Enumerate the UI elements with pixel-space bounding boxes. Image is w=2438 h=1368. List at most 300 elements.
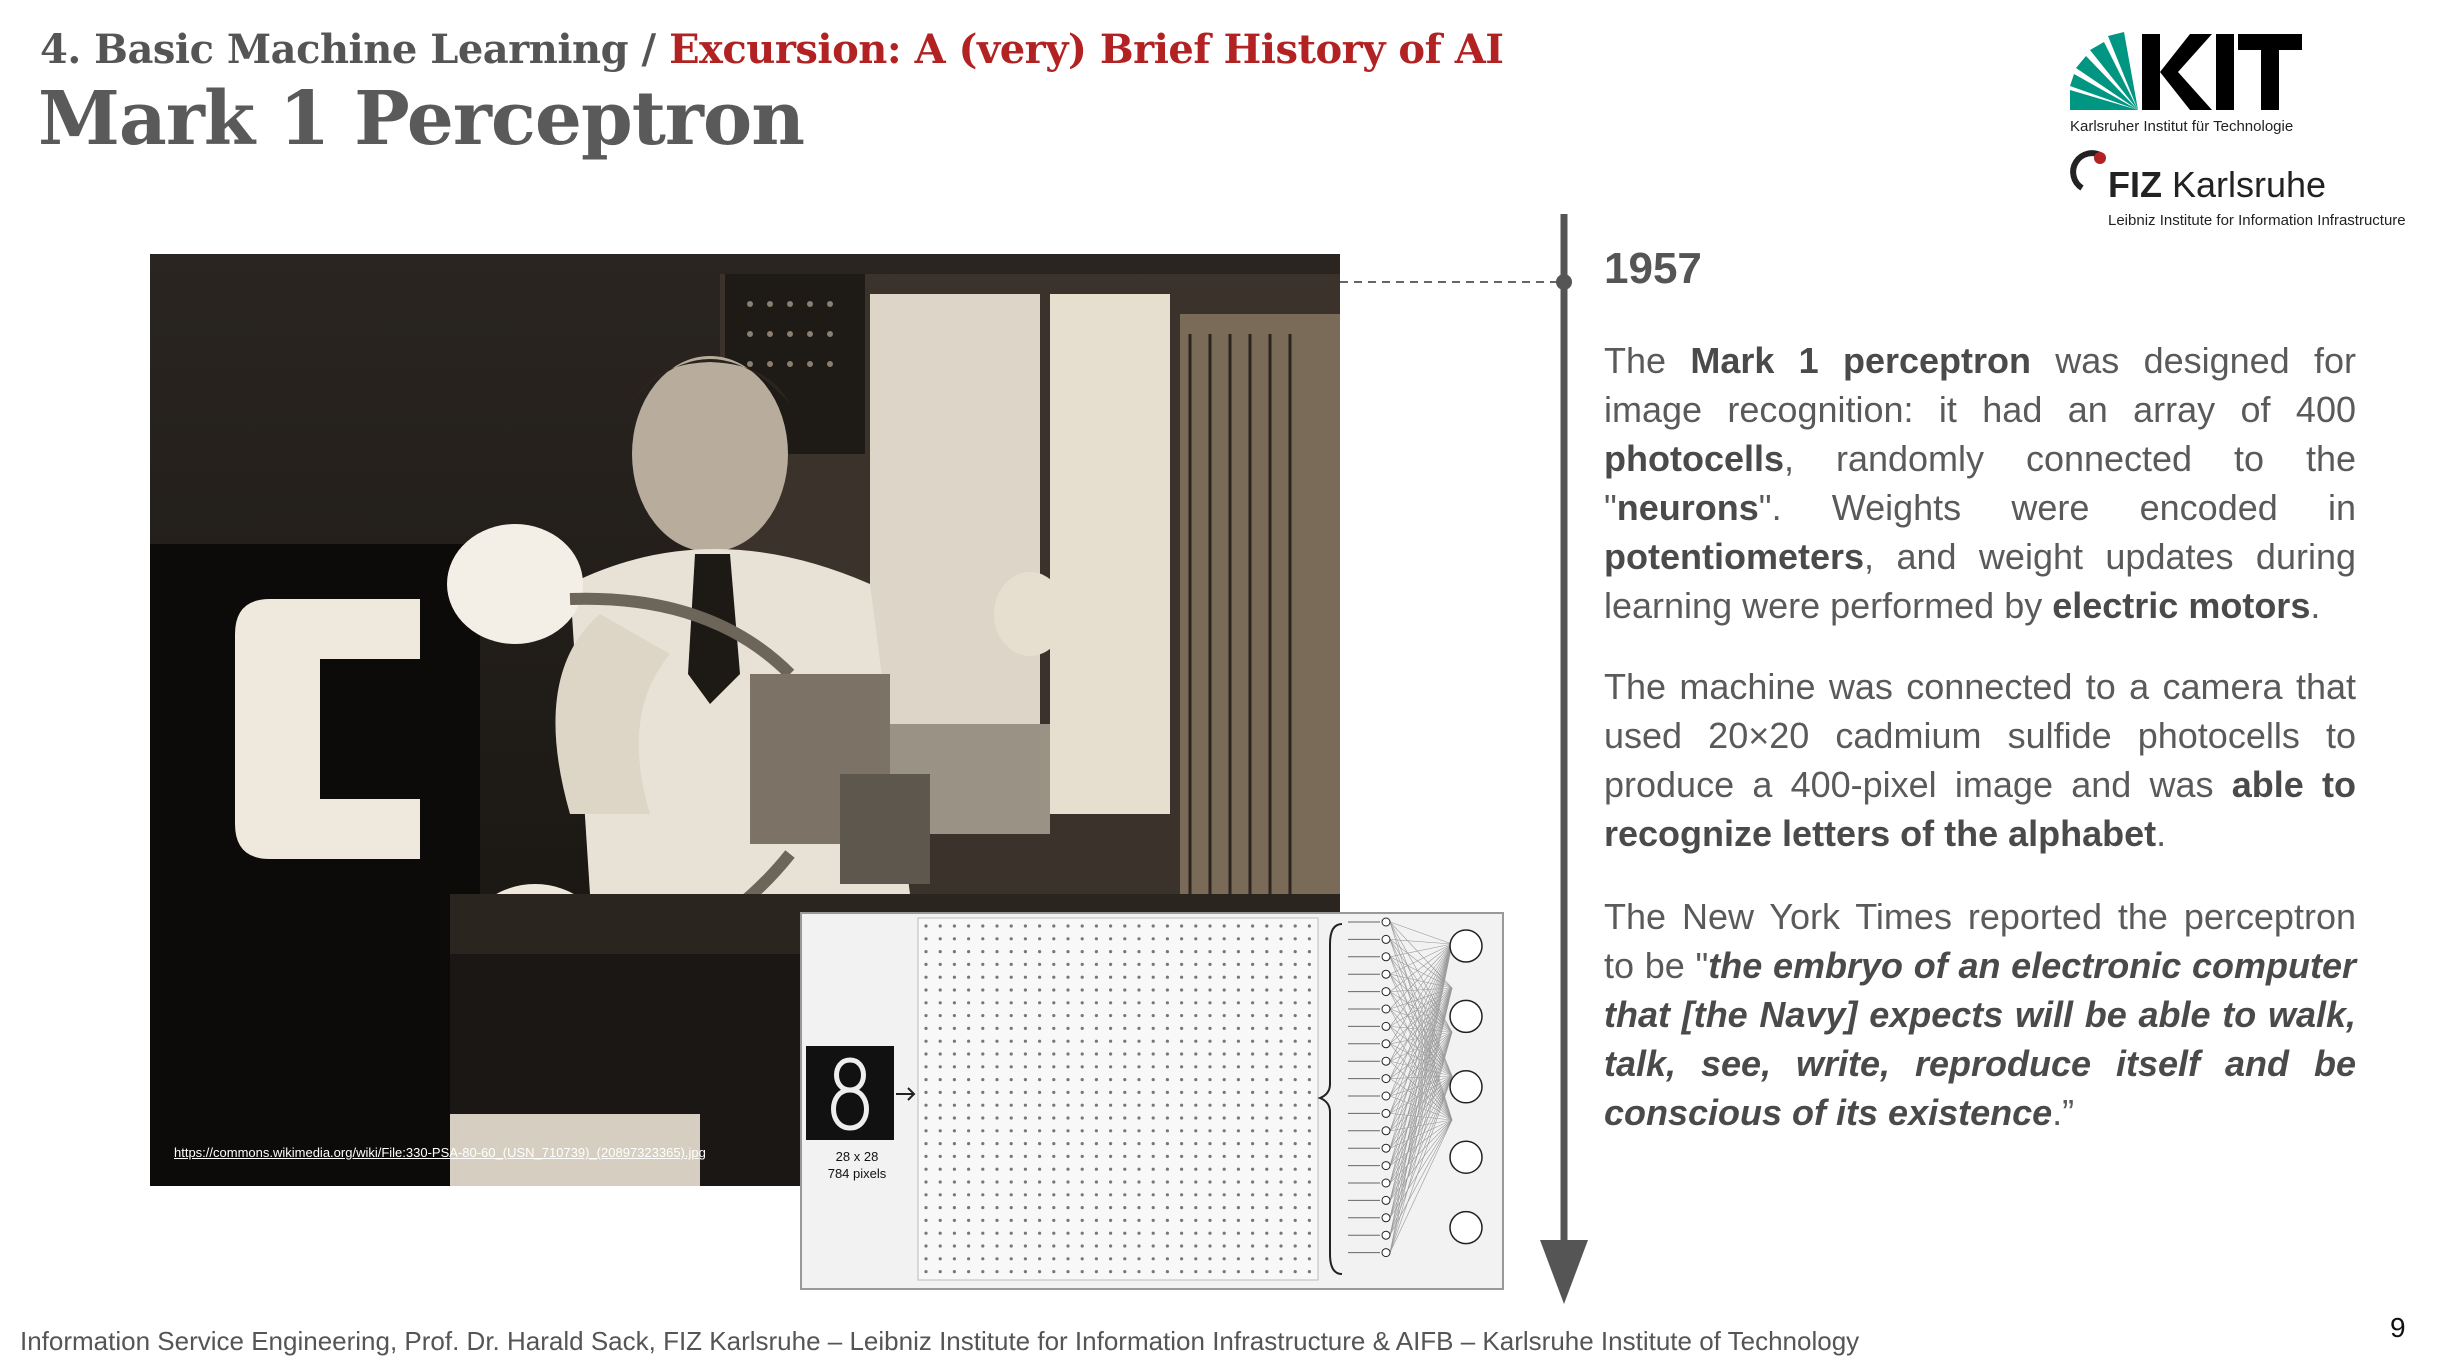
pixel-cell (924, 1065, 927, 1068)
pixel-cell (1265, 1052, 1268, 1055)
pixel-cell (1251, 1180, 1254, 1183)
pixel-cell (1052, 1193, 1055, 1196)
pixel-cell (1081, 1116, 1084, 1119)
pixel-cell (924, 1142, 927, 1145)
pixel-cell (1152, 1027, 1155, 1030)
pixel-cell (995, 1116, 998, 1119)
pixel-cell (1123, 1052, 1126, 1055)
pixel-cell (1166, 1168, 1169, 1171)
pixel-cell (995, 1219, 998, 1222)
pixel-cell (939, 1065, 942, 1068)
pixel-cell (1294, 1014, 1297, 1017)
pixel-cell (1081, 1155, 1084, 1158)
pixel-cell (1208, 1001, 1211, 1004)
pixel-cell (1123, 1180, 1126, 1183)
pixel-cell (967, 988, 970, 991)
pixel-cell (1024, 1129, 1027, 1132)
pixel-cell (1265, 976, 1268, 979)
pixel-cell (1024, 1001, 1027, 1004)
pixel-cell (1194, 1091, 1197, 1094)
pixel-cell (1223, 1219, 1226, 1222)
pixel-cell (1010, 1232, 1013, 1235)
pixel-cell (1095, 988, 1098, 991)
pixel-cell (1294, 1180, 1297, 1183)
pixel-cell (1237, 1206, 1240, 1209)
pixel-cell (1038, 1027, 1041, 1030)
pixel-cell (1095, 1065, 1098, 1068)
pixel-cell (995, 1257, 998, 1260)
pixel-cell (939, 963, 942, 966)
pixel-cell (1294, 1270, 1297, 1273)
pixel-cell (995, 1078, 998, 1081)
pixel-cell (1208, 1052, 1211, 1055)
pixel-cell (1265, 1104, 1268, 1107)
pixel-cell (1152, 924, 1155, 927)
pixel-cell (1208, 963, 1211, 966)
pixel-cell (981, 1078, 984, 1081)
pixel-cell (1308, 1104, 1311, 1107)
pixel-cell (939, 1027, 942, 1030)
pixel-cell (981, 937, 984, 940)
pixel-cell (1194, 1244, 1197, 1247)
pixel-cell (1024, 1052, 1027, 1055)
pixel-cell (939, 1193, 942, 1196)
pixel-cell (1066, 1270, 1069, 1273)
input-size-pixels: 784 pixels (827, 1166, 887, 1181)
pixel-cell (1251, 1193, 1254, 1196)
pixel-cell (1052, 1180, 1055, 1183)
pixel-cell (924, 1180, 927, 1183)
pixel-cell (1208, 1257, 1211, 1260)
pixel-cell (1194, 1142, 1197, 1145)
pixel-cell (1081, 1052, 1084, 1055)
pixel-cell (1294, 1244, 1297, 1247)
pixel-cell (1081, 1091, 1084, 1094)
pixel-cell (1038, 1193, 1041, 1196)
pixel-cell (1223, 1027, 1226, 1030)
pixel-cell (1208, 1014, 1211, 1017)
pixel-cell (1166, 1270, 1169, 1273)
pixel-cell (1024, 1219, 1027, 1222)
pixel-cell (1223, 1180, 1226, 1183)
input-size-dims: 28 x 28 (835, 1149, 879, 1164)
pixel-cell (1038, 924, 1041, 927)
pixel-cell (924, 1206, 927, 1209)
pixel-cell (1208, 1206, 1211, 1209)
pixel-cell (1166, 1091, 1169, 1094)
pixel-cell (1279, 1116, 1282, 1119)
pixel-cell (1109, 1040, 1112, 1043)
pixel-cell (1137, 1040, 1140, 1043)
pixel-cell (1038, 1206, 1041, 1209)
pixel-cell (1052, 1116, 1055, 1119)
pixel-cell (1024, 1193, 1027, 1196)
pixel-cell (995, 1104, 998, 1107)
pixel-cell (924, 924, 927, 927)
pixel-cell (1109, 1270, 1112, 1273)
pixel-cell (1052, 1091, 1055, 1094)
pixel-cell (1038, 1104, 1041, 1107)
pixel-cell (981, 1142, 984, 1145)
pixel-cell (1223, 924, 1226, 927)
pixel-cell (981, 963, 984, 966)
pixel-cell (1010, 988, 1013, 991)
pixel-cell (1137, 1180, 1140, 1183)
pixel-cell (1223, 1052, 1226, 1055)
pixel-cell (1123, 1270, 1126, 1273)
timeline-year: 1957 (1604, 244, 1702, 293)
pixel-cell (1109, 1168, 1112, 1171)
timeline-marker (1556, 274, 1572, 290)
pixel-cell (1308, 1168, 1311, 1171)
pixel-cell (1308, 1116, 1311, 1119)
pixel-cell (1052, 950, 1055, 953)
pixel-cell (1066, 950, 1069, 953)
pixel-cell (1194, 976, 1197, 979)
pixel-cell (1265, 950, 1268, 953)
pixel-cell (967, 1193, 970, 1196)
pixel-cell (1251, 1270, 1254, 1273)
pixel-cell (953, 1001, 956, 1004)
text: , randomly connected to the " (1604, 438, 2356, 528)
pixel-cell (1123, 1244, 1126, 1247)
pixel-cell (1308, 1206, 1311, 1209)
pixel-cell (1066, 988, 1069, 991)
pixel-cell (1294, 1142, 1297, 1145)
pixel-cell (1194, 1065, 1197, 1068)
pixel-cell (939, 1232, 942, 1235)
pixel-cell (1194, 950, 1197, 953)
pixel-cell (967, 1232, 970, 1235)
pixel-cell (939, 1180, 942, 1183)
pixel-cell (1279, 1040, 1282, 1043)
photo-credit-link[interactable]: https://commons.wikimedia.org/wiki/File:330-PSA-80-60_(USN_710739)_(20897323365).jpg (174, 1145, 706, 1160)
pixel-cell (1081, 1065, 1084, 1068)
pixel-cell (1137, 1168, 1140, 1171)
pixel-cell (1208, 924, 1211, 927)
pixel-cell (1194, 1206, 1197, 1209)
pixel-cell (924, 1155, 927, 1158)
pixel-cell (953, 1040, 956, 1043)
pixel-cell (1010, 937, 1013, 940)
pixel-cell (953, 1232, 956, 1235)
pixel-cell (967, 1052, 970, 1055)
pixel-cell (995, 988, 998, 991)
pixel-cell (995, 1129, 998, 1132)
pixel-cell (1265, 1001, 1268, 1004)
pixel-cell (1237, 1104, 1240, 1107)
pixel-cell (1251, 1091, 1254, 1094)
pixel-cell (1095, 1027, 1098, 1030)
pixel-cell (1308, 1257, 1311, 1260)
pixel-cell (1152, 1040, 1155, 1043)
pixel-cell (1052, 1001, 1055, 1004)
pixel-cell (1294, 1232, 1297, 1235)
pixel-cell (1180, 976, 1183, 979)
pixel-cell (1251, 1052, 1254, 1055)
pixel-cell (1137, 1257, 1140, 1260)
pixel-cell (1308, 1180, 1311, 1183)
pixel-cell (1010, 1065, 1013, 1068)
pixel-cell (1251, 924, 1254, 927)
pixel-cell (967, 1001, 970, 1004)
pixel-cell (1166, 963, 1169, 966)
text: . (2156, 813, 2167, 854)
pixel-cell (1166, 976, 1169, 979)
pixel-cell (1166, 1001, 1169, 1004)
pixel-cell (1137, 1027, 1140, 1030)
pixel-cell (1308, 1001, 1311, 1004)
pixel-cell (1265, 1091, 1268, 1094)
pixel-cell (1010, 976, 1013, 979)
pixel-cell (1081, 1244, 1084, 1247)
pixel-cell (953, 1027, 956, 1030)
pixel-cell (1010, 1257, 1013, 1260)
pixel-cell (1109, 1244, 1112, 1247)
pixel-cell (1123, 924, 1126, 927)
pixel-cell (1038, 1219, 1041, 1222)
pixel-cell (1137, 1270, 1140, 1273)
pixel-cell (1194, 1116, 1197, 1119)
pixel-cell (1137, 1078, 1140, 1081)
pixel-cell (1095, 937, 1098, 940)
pixel-cell (1137, 1244, 1140, 1247)
pixel-cell (953, 1180, 956, 1183)
pixel-cell (967, 976, 970, 979)
pixel-cell (1166, 988, 1169, 991)
emphasis: able to recognize letters of the alphabet (1604, 764, 2356, 854)
pixel-cell (1208, 1040, 1211, 1043)
pixel-cell (1180, 1142, 1183, 1145)
pixel-cell (1251, 1168, 1254, 1171)
pixel-cell (1279, 1270, 1282, 1273)
pixel-cell (1152, 1155, 1155, 1158)
pixel-cell (1052, 1257, 1055, 1260)
pixel-cell (1109, 1180, 1112, 1183)
pixel-cell (1223, 1193, 1226, 1196)
pixel-cell (1152, 1078, 1155, 1081)
pixel-cell (1251, 1116, 1254, 1119)
pixel-cell (1223, 1155, 1226, 1158)
pixel-cell (1024, 1078, 1027, 1081)
pixel-cell (924, 1091, 927, 1094)
pixel-cell (981, 1180, 984, 1183)
pixel-cell (1109, 1257, 1112, 1260)
pixel-cell (953, 924, 956, 927)
pixel-cell (1152, 963, 1155, 966)
pixel-cell (967, 1168, 970, 1171)
text: . (2310, 585, 2321, 626)
pixel-cell (981, 1104, 984, 1107)
pixel-cell (1123, 1065, 1126, 1068)
pixel-cell (1308, 1142, 1311, 1145)
pixel-cell (1052, 1270, 1055, 1273)
pixel-cell (953, 1270, 956, 1273)
pixel-cell (1294, 1078, 1297, 1081)
pixel-cell (1066, 963, 1069, 966)
pixel-cell (939, 1001, 942, 1004)
pixel-cell (995, 1244, 998, 1247)
pixel-cell (1208, 1155, 1211, 1158)
pixel-cell (967, 1129, 970, 1132)
pixel-cell (1024, 1142, 1027, 1145)
pixel-cell (981, 1065, 984, 1068)
pixel-cell (1251, 1078, 1254, 1081)
paragraph-description (1604, 336, 2356, 630)
pixel-cell (1066, 1027, 1069, 1030)
pixel-cell (1294, 1219, 1297, 1222)
pixel-cell (1152, 1065, 1155, 1068)
pixel-cell (1279, 1206, 1282, 1209)
pixel-cell (1038, 976, 1041, 979)
pixel-cell (1208, 1104, 1211, 1107)
pixel-cell (1208, 1232, 1211, 1235)
pixel-cell (1279, 1193, 1282, 1196)
pixel-cell (981, 1244, 984, 1247)
pixel-cell (1081, 924, 1084, 927)
pixel-cell (1123, 950, 1126, 953)
pixel-cell (981, 1193, 984, 1196)
pixel-cell (1308, 1065, 1311, 1068)
pixel-cell (1166, 1104, 1169, 1107)
pixel-cell (939, 1270, 942, 1273)
pixel-cell (1294, 1116, 1297, 1119)
pixel-cell (1251, 1027, 1254, 1030)
pixel-cell (1223, 1040, 1226, 1043)
pixel-cell (1024, 1116, 1027, 1119)
pixel-cell (1251, 1104, 1254, 1107)
pixel-cell (1010, 1193, 1013, 1196)
pixel-cell (1223, 1232, 1226, 1235)
pixel-cell (953, 1014, 956, 1017)
pixel-cell (1123, 937, 1126, 940)
pixel-cell (1166, 1219, 1169, 1222)
pixel-cell (1095, 1219, 1098, 1222)
pixel-cell (924, 976, 927, 979)
text: The machine was connected to a camera that used 20×20 cadmium sulfide photocells to produce a 400-pixel image and was (1604, 666, 2356, 805)
pixel-cell (1166, 1142, 1169, 1145)
pixel-cell (1166, 1065, 1169, 1068)
pixel-cell (1038, 1078, 1041, 1081)
pixel-cell (1095, 1001, 1098, 1004)
pixel-cell (1223, 1116, 1226, 1119)
pixel-cell (1223, 1065, 1226, 1068)
pixel-cell (1237, 1065, 1240, 1068)
pixel-cell (1237, 1168, 1240, 1171)
pixel-cell (1265, 1040, 1268, 1043)
pixel-cell (1265, 1206, 1268, 1209)
pixel-cell (995, 976, 998, 979)
pixel-cell (1279, 1027, 1282, 1030)
pixel-cell (1294, 988, 1297, 991)
pixel-cell (1010, 1244, 1013, 1247)
pixel-cell (1081, 1014, 1084, 1017)
pixel-cell (1024, 963, 1027, 966)
pixel-cell (1095, 1257, 1098, 1260)
pixel-cell (1237, 950, 1240, 953)
pixel-cell (1294, 1129, 1297, 1132)
pixel-cell (1166, 1155, 1169, 1158)
pixel-cell (1081, 1104, 1084, 1107)
pixel-cell (995, 1065, 998, 1068)
pixel-cell (1052, 1040, 1055, 1043)
pixel-cell (1180, 1104, 1183, 1107)
pixel-cell (1052, 988, 1055, 991)
pixel-cell (1123, 1168, 1126, 1171)
pixel-cell (995, 950, 998, 953)
pixel-cell (1123, 1193, 1126, 1196)
pixel-cell (1194, 1219, 1197, 1222)
pixel-cell (1294, 1104, 1297, 1107)
pixel-cell (1123, 1257, 1126, 1260)
pixel-cell (1223, 950, 1226, 953)
pixel-cell (939, 924, 942, 927)
pixel-cell (1208, 1270, 1211, 1273)
pixel-cell (953, 988, 956, 991)
pixel-cell (1123, 1091, 1126, 1094)
pixel-cell (1308, 1078, 1311, 1081)
pixel-cell (1279, 1219, 1282, 1222)
pixel-cell (967, 950, 970, 953)
pixel-cell (1081, 1206, 1084, 1209)
pixel-cell (1265, 963, 1268, 966)
pixel-cell (924, 1257, 927, 1260)
pixel-cell (1180, 1116, 1183, 1119)
pixel-cell (1180, 1219, 1183, 1222)
pixel-cell (1109, 924, 1112, 927)
pixel-cell (995, 1206, 998, 1209)
pixel-cell (1166, 1116, 1169, 1119)
pixel-cell (1010, 1116, 1013, 1119)
pixel-cell (939, 1168, 942, 1171)
pixel-cell (1038, 1052, 1041, 1055)
pixel-cell (1109, 937, 1112, 940)
pixel-cell (953, 976, 956, 979)
pixel-cell (1123, 1027, 1126, 1030)
pixel-cell (1279, 988, 1282, 991)
pixel-cell (981, 1001, 984, 1004)
pixel-cell (1152, 988, 1155, 991)
pixel-cell (981, 1257, 984, 1260)
pixel-cell (1066, 1014, 1069, 1017)
pixel-cell (1123, 1206, 1126, 1209)
pixel-cell (1052, 1065, 1055, 1068)
pixel-cell (1237, 1091, 1240, 1094)
page-title: Mark 1 Perceptron (38, 76, 805, 162)
pixel-cell (1066, 1206, 1069, 1209)
pixel-cell (1095, 1129, 1098, 1132)
pixel-cell (1024, 1206, 1027, 1209)
pixel-cell (953, 1257, 956, 1260)
pixel-cell (1308, 1155, 1311, 1158)
pixel-cell (924, 1116, 927, 1119)
pixel-cell (1194, 1257, 1197, 1260)
pixel-cell (967, 1065, 970, 1068)
pixel-cell (1237, 1116, 1240, 1119)
pixel-cell (1180, 1065, 1183, 1068)
pixel-cell (953, 1091, 956, 1094)
pixel-cell (1308, 1052, 1311, 1055)
pixel-cell (1081, 976, 1084, 979)
pixel-cell (1166, 1129, 1169, 1132)
pixel-cell (1123, 1219, 1126, 1222)
pixel-cell (1024, 1270, 1027, 1273)
paragraph-nyt-quote (1604, 892, 2356, 1137)
pixel-cell (1052, 1206, 1055, 1209)
text: The (1604, 340, 1691, 381)
breadcrumb-section: Excursion: A (very) Brief History of AI (669, 26, 1504, 73)
pixel-cell (1194, 1078, 1197, 1081)
